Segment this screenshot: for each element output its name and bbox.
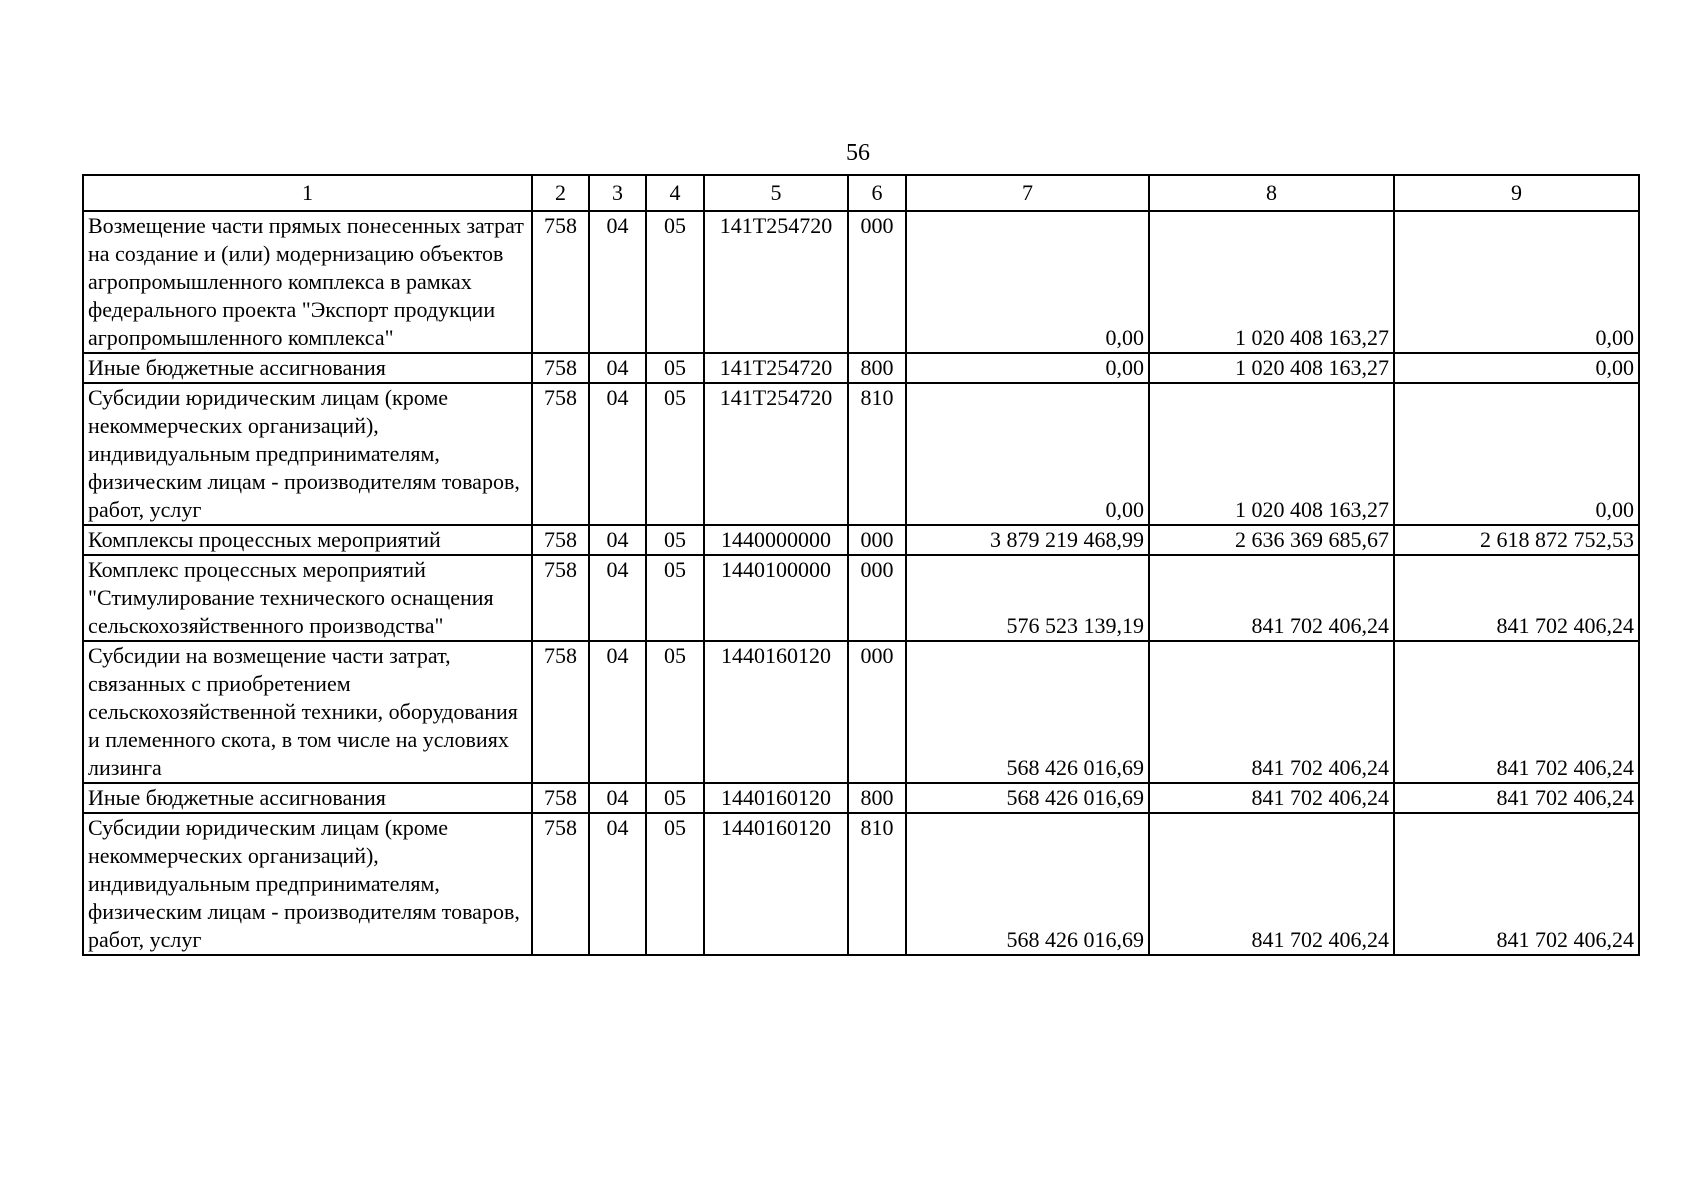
row-code-2: 758 xyxy=(532,353,589,383)
row-code-2: 758 xyxy=(532,211,589,353)
table-row xyxy=(83,783,1639,813)
row-amount-9: 841 702 406,24 xyxy=(1394,641,1639,783)
column-header-2: 2 xyxy=(532,175,589,211)
row-code-3: 04 xyxy=(589,813,646,955)
page-number: 56 xyxy=(846,140,870,166)
row-code-5: 1440160120 xyxy=(704,813,848,955)
budget-table xyxy=(82,174,1640,956)
row-amount-7: 0,00 xyxy=(906,383,1149,525)
row-name: Субсидии юридическим лицам (кроме некоммерческих организаций), индивидуальным предпринимателям, физическим лицам - производителям товаров, работ, услуг xyxy=(83,383,532,525)
row-amount-9: 841 702 406,24 xyxy=(1394,783,1639,813)
row-code-2: 758 xyxy=(532,813,589,955)
row-amount-8: 841 702 406,24 xyxy=(1149,555,1394,641)
table-row xyxy=(83,353,1639,383)
row-code-2: 758 xyxy=(532,641,589,783)
row-amount-9: 841 702 406,24 xyxy=(1394,555,1639,641)
row-code-2: 758 xyxy=(532,555,589,641)
row-name: Иные бюджетные ассигнования xyxy=(83,783,532,813)
row-amount-9: 0,00 xyxy=(1394,211,1639,353)
row-code-5: 1440000000 xyxy=(704,525,848,555)
row-amount-7: 0,00 xyxy=(906,211,1149,353)
row-code-3: 04 xyxy=(589,383,646,525)
column-header-6: 6 xyxy=(848,175,906,211)
row-name: Субсидии на возмещение части затрат, связанных с приобретением сельскохозяйственной техники, оборудования и племенного скота, в том числе на условиях лизинга xyxy=(83,641,532,783)
row-code-4: 05 xyxy=(646,211,704,353)
row-code-3: 04 xyxy=(589,641,646,783)
row-amount-9: 841 702 406,24 xyxy=(1394,813,1639,955)
row-amount-9: 0,00 xyxy=(1394,353,1639,383)
row-name: Субсидии юридическим лицам (кроме некоммерческих организаций), индивидуальным предпринимателям, физическим лицам - производителям товаров, работ, услуг xyxy=(83,813,532,955)
table-row xyxy=(83,641,1639,783)
row-amount-8: 1 020 408 163,27 xyxy=(1149,383,1394,525)
table-row xyxy=(83,383,1639,525)
row-code-4: 05 xyxy=(646,813,704,955)
row-amount-7: 568 426 016,69 xyxy=(906,813,1149,955)
row-name: Иные бюджетные ассигнования xyxy=(83,353,532,383)
row-code-4: 05 xyxy=(646,383,704,525)
row-amount-8: 2 636 369 685,67 xyxy=(1149,525,1394,555)
row-amount-8: 841 702 406,24 xyxy=(1149,641,1394,783)
row-amount-9: 2 618 872 752,53 xyxy=(1394,525,1639,555)
row-code-2: 758 xyxy=(532,783,589,813)
row-code-6: 000 xyxy=(848,211,906,353)
row-code-6: 000 xyxy=(848,555,906,641)
table-row xyxy=(83,525,1639,555)
row-code-2: 758 xyxy=(532,383,589,525)
row-code-5: 1440160120 xyxy=(704,641,848,783)
row-code-4: 05 xyxy=(646,641,704,783)
row-amount-7: 568 426 016,69 xyxy=(906,641,1149,783)
row-code-6: 000 xyxy=(848,641,906,783)
row-amount-8: 841 702 406,24 xyxy=(1149,813,1394,955)
row-code-5: 141T254720 xyxy=(704,383,848,525)
row-amount-7: 0,00 xyxy=(906,353,1149,383)
column-header-5: 5 xyxy=(704,175,848,211)
row-name: Комплексы процессных мероприятий xyxy=(83,525,532,555)
row-code-5: 1440100000 xyxy=(704,555,848,641)
row-code-6: 800 xyxy=(848,783,906,813)
row-code-6: 000 xyxy=(848,525,906,555)
row-amount-8: 1 020 408 163,27 xyxy=(1149,211,1394,353)
column-header-7: 7 xyxy=(906,175,1149,211)
row-code-3: 04 xyxy=(589,783,646,813)
column-header-9: 9 xyxy=(1394,175,1639,211)
column-header-4: 4 xyxy=(646,175,704,211)
row-amount-8: 1 020 408 163,27 xyxy=(1149,353,1394,383)
row-code-2: 758 xyxy=(532,525,589,555)
column-header-8: 8 xyxy=(1149,175,1394,211)
row-code-4: 05 xyxy=(646,783,704,813)
table-row xyxy=(83,555,1639,641)
row-code-5: 1440160120 xyxy=(704,783,848,813)
row-name: Возмещение части прямых понесенных затрат на создание и (или) модернизацию объектов агропромышленного комплекса в рамках федерального проекта "Экспорт продукции агропромышленного комплекса" xyxy=(83,211,532,353)
row-amount-9: 0,00 xyxy=(1394,383,1639,525)
table-row xyxy=(83,211,1639,353)
row-code-6: 810 xyxy=(848,813,906,955)
row-code-4: 05 xyxy=(646,555,704,641)
column-header-1: 1 xyxy=(83,175,532,211)
row-code-3: 04 xyxy=(589,525,646,555)
row-code-5: 141T254720 xyxy=(704,211,848,353)
row-code-3: 04 xyxy=(589,353,646,383)
row-amount-7: 3 879 219 468,99 xyxy=(906,525,1149,555)
row-code-4: 05 xyxy=(646,525,704,555)
table-header-row xyxy=(83,175,1639,211)
row-code-3: 04 xyxy=(589,555,646,641)
column-header-3: 3 xyxy=(589,175,646,211)
row-amount-8: 841 702 406,24 xyxy=(1149,783,1394,813)
row-code-5: 141T254720 xyxy=(704,353,848,383)
row-code-4: 05 xyxy=(646,353,704,383)
row-name: Комплекс процессных мероприятий "Стимулирование технического оснащения сельскохозяйственного производства" xyxy=(83,555,532,641)
row-amount-7: 568 426 016,69 xyxy=(906,783,1149,813)
row-amount-7: 576 523 139,19 xyxy=(906,555,1149,641)
row-code-3: 04 xyxy=(589,211,646,353)
row-code-6: 800 xyxy=(848,353,906,383)
row-code-6: 810 xyxy=(848,383,906,525)
table-row xyxy=(83,813,1639,955)
